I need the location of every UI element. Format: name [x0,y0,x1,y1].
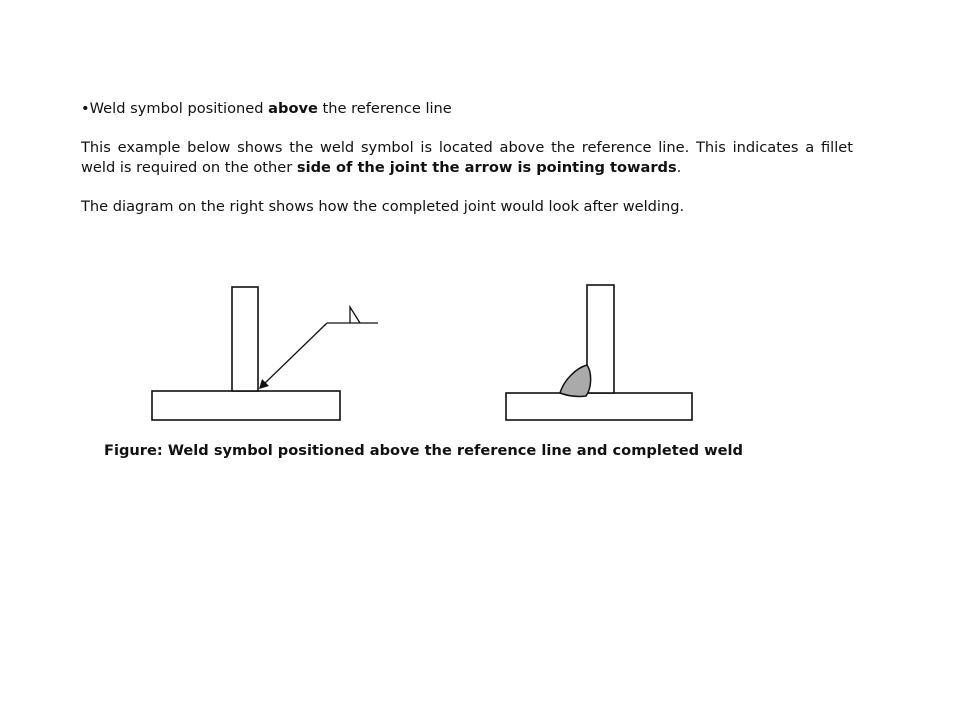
paragraph1-text-after: . [676,159,682,176]
completed-fillet-weld [560,365,591,396]
right-base-plate [506,393,692,420]
left-base-plate [152,391,340,420]
paragraph1-emphasis: side of the joint the arrow is pointing towards [296,159,677,176]
figure-caption: Figure: Weld symbol positioned above the reference line and completed weld [104,442,743,459]
left-joint [152,287,378,420]
arrow-line [264,323,327,384]
bullet-text-before: Weld symbol positioned [89,100,269,117]
left-vertical-plate [232,287,258,391]
diagram-note-paragraph: The diagram on the right shows how the completed joint would look after welding. [81,198,685,215]
bullet-emphasis: above [268,100,318,117]
paragraph1-text-before: This example below shows the weld symbol is located above the reference line. This indicates a fillet weld is required on the other [81,139,853,176]
fillet-weld-symbol [350,307,360,323]
bullet-text-after: the reference line [317,100,452,117]
bullet-marker: • [81,100,90,117]
right-joint [506,285,692,420]
